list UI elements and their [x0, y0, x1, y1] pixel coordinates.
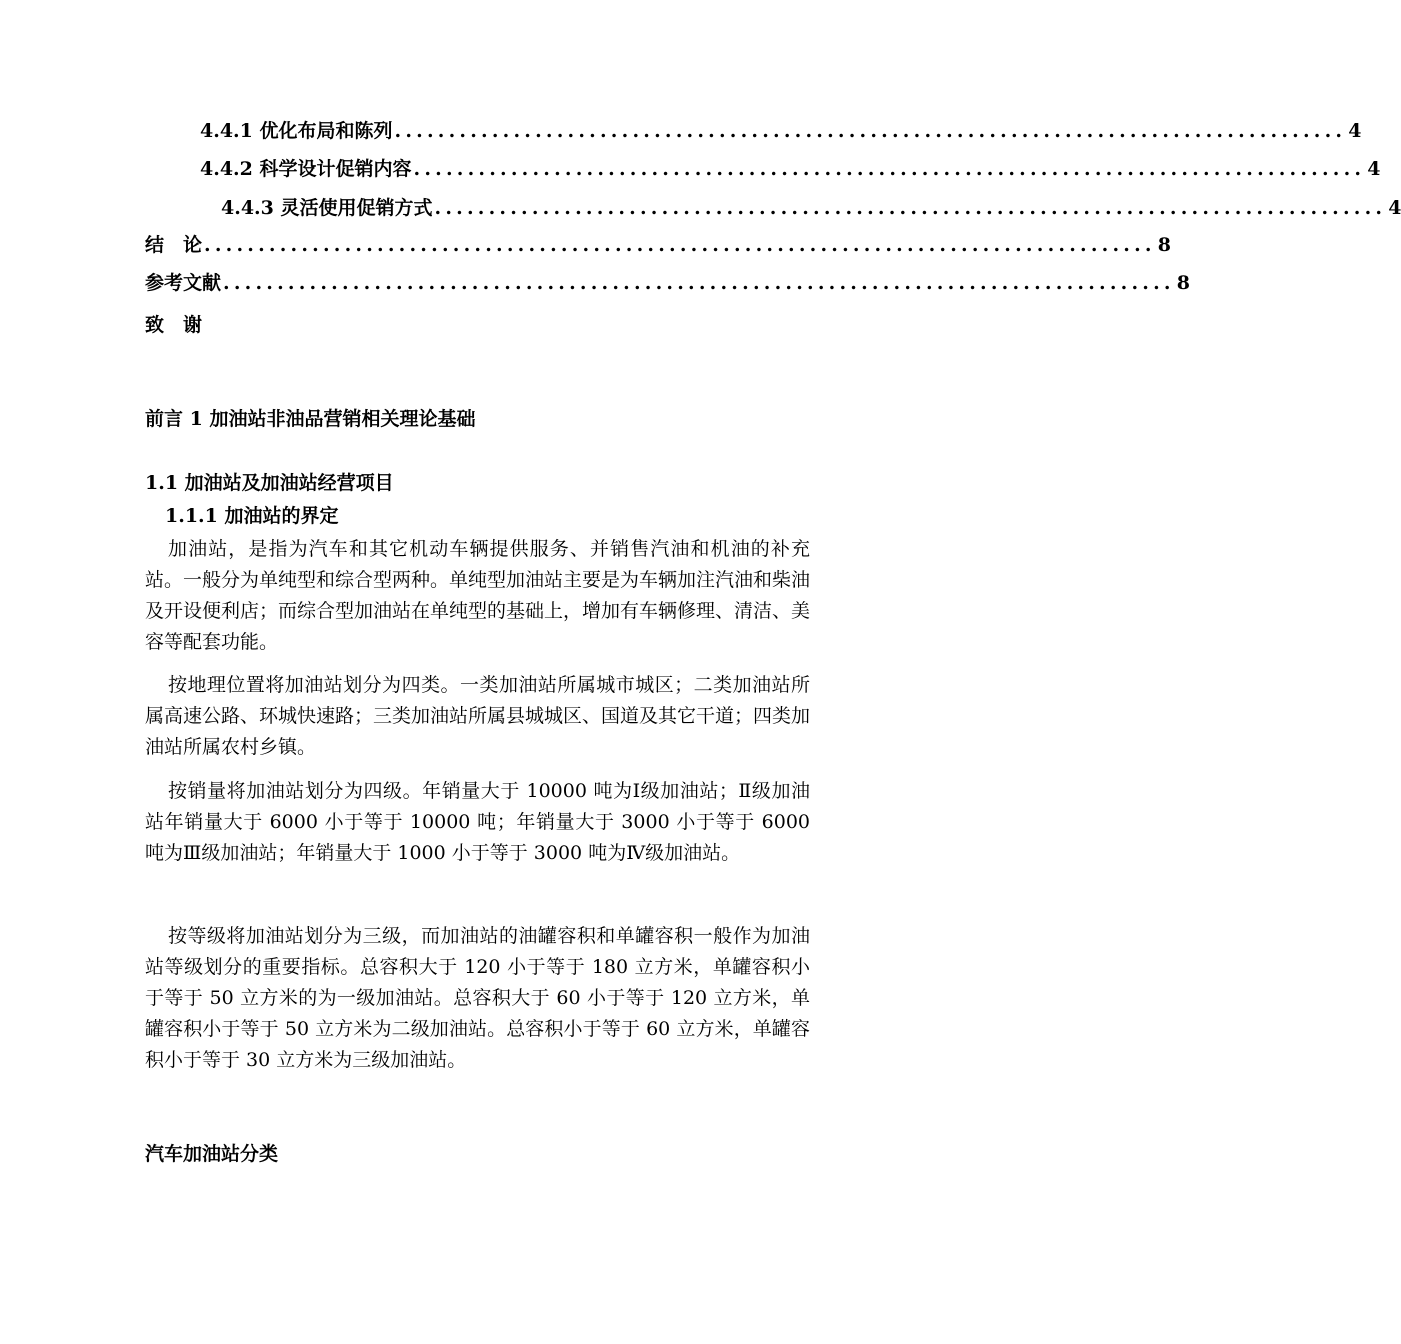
paragraph-by-sales: 按销量将加油站划分为四级。年销量大于 10000 吨为Ⅰ级加油站；Ⅱ级加油站年销量大于 6000 小于等于 10000 吨；年销量大于 3000 小于等于 6000 吨为Ⅲ级加油站；年销量大于 1000 小于等于 3000 吨为Ⅳ级加油站。 [145, 780, 810, 864]
toc-entry-references[interactable] [145, 271, 1190, 295]
toc-page-number: 4 [1367, 158, 1381, 180]
toc-leader-dots: ........................................................................................ [204, 234, 1156, 256]
toc-page-number: 4 [1348, 120, 1362, 142]
toc-entry-label: 参考文献 [145, 272, 222, 294]
toc-leader-dots: ........................................................................................ [223, 272, 1175, 294]
toc-page-number: 4 [1388, 197, 1401, 219]
toc-entry-conclusion[interactable] [145, 233, 1171, 257]
toc-entry-label: 结 论 [145, 234, 203, 256]
toc-entry-acknowledgements[interactable] [145, 313, 202, 337]
toc-entry-4-4-3[interactable] [221, 196, 1401, 220]
toc-entry-label: 4.4.1 优化布局和陈列 [200, 120, 393, 142]
paragraph-definition: 加油站，是指为汽车和其它机动车辆提供服务、并销售汽油和机油的补充站。一般分为单纯型和综合型两种。单纯型加油站主要是为车辆加注汽油和柴油及开设便利店；而综合型加油站在单纯型的基础上，增加有车辆修理、清洁、美容等配套功能。 [145, 538, 811, 653]
toc-leader-dots: ........................................................................................ [413, 158, 1366, 180]
paragraph-by-location: 按地理位置将加油站划分为四类。一类加油站所属城市城区；二类加油站所属高速公路、环城快速路；三类加油站所属县城城区、国道及其它干道；四类加油站所属农村乡镇。 [145, 674, 811, 758]
toc-leader-dots: ........................................................................................ [434, 197, 1387, 219]
section-1-1-heading: 1.1 加油站及加油站经营项目 [145, 472, 394, 494]
toc-leader-dots: ........................................................................................ [394, 120, 1347, 142]
toc-entry-4-4-2[interactable] [200, 157, 1381, 181]
paragraph-by-grade: 按等级将加油站划分为三级，而加油站的油罐容积和单罐容积一般作为加油站等级划分的重要指标。总容积大于 120 小于等于 180 立方米，单罐容积小于等于 50 立方米的为一级加油站。总容积大于 60 小于等于 120 立方米，单罐容积小于等于 50 立方米为二级加油站。总容积小于等于 60 立方米，单罐容积小于等于 30 立方米为三级加油站。 [145, 925, 810, 1071]
toc-entry-label: 4.4.3 灵活使用促销方式 [221, 197, 433, 219]
toc-page-number: 8 [1157, 234, 1171, 256]
toc-entry-4-4-1[interactable] [200, 119, 1362, 143]
category-heading: 汽车加油站分类 [145, 1143, 279, 1165]
preface-heading: 前言 1 加油站非油品营销相关理论基础 [145, 408, 476, 430]
toc-entry-label: 4.4.2 科学设计促销内容 [200, 158, 412, 180]
toc-page-number: 8 [1176, 272, 1190, 294]
toc-entry-label: 致 谢 [145, 314, 203, 336]
section-1-1-1-heading: 1.1.1 加油站的界定 [165, 505, 339, 527]
